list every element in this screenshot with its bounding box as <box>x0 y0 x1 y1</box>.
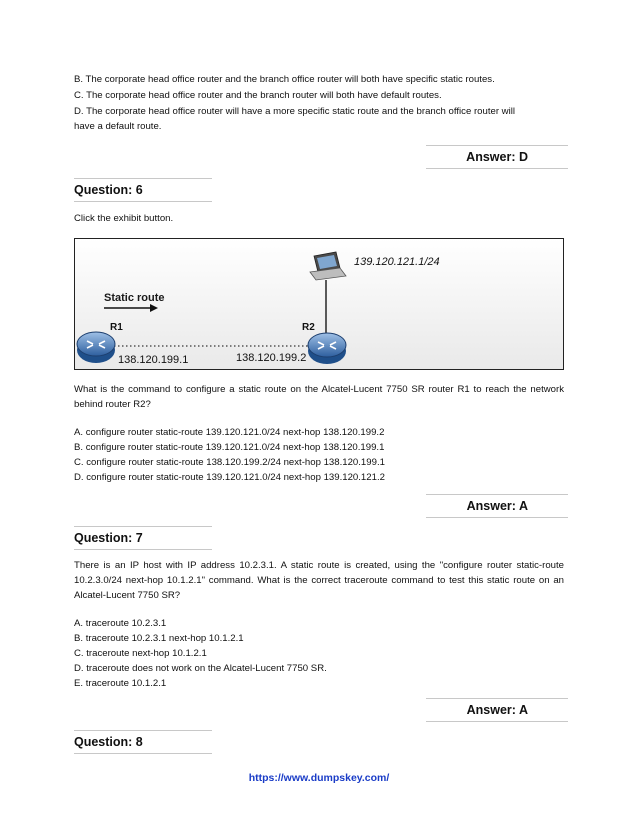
q7-option-b: B. traceroute 10.2.3.1 next-hop 10.1.2.1 <box>74 633 244 644</box>
q7-option-c: C. traceroute next-hop 10.1.2.1 <box>74 648 207 659</box>
q6-option-d: D. configure router static-route 139.120.121.0/24 next-hop 139.120.121.2 <box>74 472 385 483</box>
router-r2-icon <box>308 333 346 364</box>
option-d-q5: D. The corporate head office router will have a more specific static route and the branch office router will <box>74 106 516 117</box>
option-d-q5-cont: have a default route. <box>74 121 162 132</box>
option-c-q5: C. The corporate head office router and the branch router will both have default routes. <box>74 90 442 101</box>
q7-option-e: E. traceroute 10.1.2.1 <box>74 678 167 689</box>
q6-intro: Click the exhibit button. <box>74 213 174 224</box>
static-route-label: Static route <box>104 292 165 304</box>
router-r1-icon <box>77 332 115 363</box>
ip-r1: 138.120.199.1 <box>118 354 189 366</box>
option-b-q5: B. The corporate head office router and the branch office router will both have specific static routes. <box>74 74 495 85</box>
q6-question: What is the command to configure a static route on the Alcatel-Lucent 7750 SR router R1 to reach the network behind router R2? <box>74 384 564 410</box>
q6-option-c: C. configure router static-route 138.120.199.2/24 next-hop 138.120.199.1 <box>74 457 385 468</box>
network-exhibit <box>74 238 564 370</box>
ip-r2: 138.120.199.2 <box>236 352 307 364</box>
router-r2-label: R2 <box>302 322 315 333</box>
question-7-title: Question: 7 <box>74 526 212 550</box>
q6-option-b: B. configure router static-route 139.120.121.0/24 next-hop 138.120.199.1 <box>74 442 385 453</box>
q6-option-a: A. configure router static-route 139.120.121.0/24 next-hop 138.120.199.2 <box>74 427 385 438</box>
answer-q5: Answer: D <box>426 145 568 169</box>
question-8-title: Question: 8 <box>74 730 212 754</box>
router-r1-label: R1 <box>110 322 123 333</box>
q7-option-d: D. traceroute does not work on the Alcatel-Lucent 7750 SR. <box>74 663 327 674</box>
q7-option-a: A. traceroute 10.2.3.1 <box>74 618 167 629</box>
footer-link[interactable]: https://www.dumpskey.com/ <box>248 772 390 784</box>
q7-question: There is an IP host with IP address 10.2.3.1. A static route is created, using the "configure router static-route 10.2.3.0/24 next-hop 10.1.2.1" command. What is the correct traceroute command to test this static route on an Alcatel-Lucent 7750 SR? <box>74 560 564 601</box>
host-network-label: 139.120.121.1/24 <box>354 256 440 268</box>
answer-q6: Answer: A <box>426 494 568 518</box>
answer-q7: Answer: A <box>426 698 568 722</box>
question-6-title: Question: 6 <box>74 178 212 202</box>
